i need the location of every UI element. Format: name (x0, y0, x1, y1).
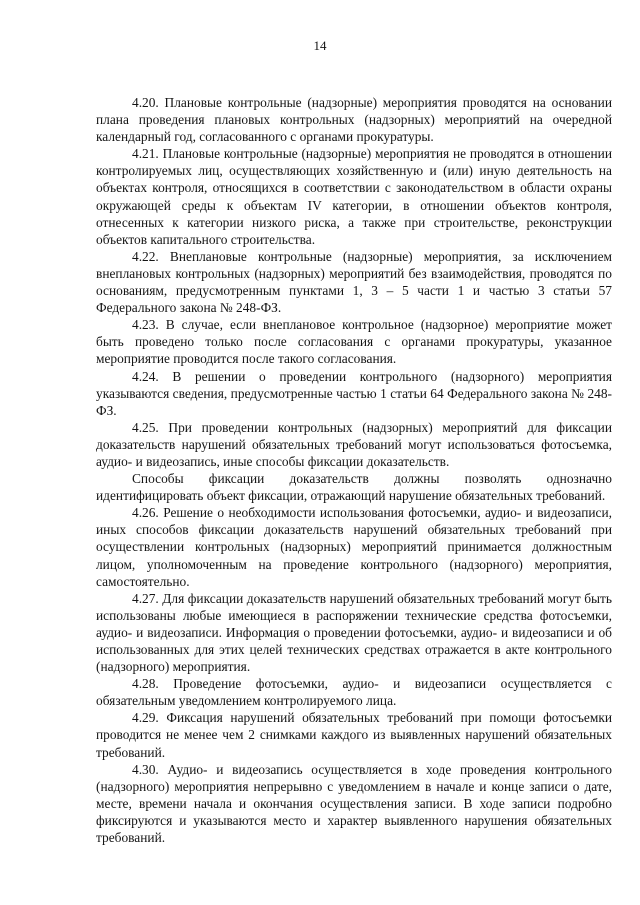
paragraph-4-30: 4.30. Аудио- и видеозапись осуществляется в ходе проведения контрольного (надзорного) мероприятия непрерывно с уведомлением в начале и конце записи о дате, месте, времени начала и окончания осуществления записи. В ходе записи подробно фиксируются и указываются место и характер выявленного нарушения обязательных требований. (96, 761, 612, 846)
paragraph-4-22: 4.22. Внеплановые контрольные (надзорные) мероприятия, за исключением внеплановых контрольных (надзорных) мероприятий без взаимодействия, проводятся по основаниям, предусмотренным пунктами 1, 3 – 5 части 1 и частью 3 статьи 57 Федерального закона № 248-ФЗ. (96, 248, 612, 316)
paragraph-4-21: 4.21. Плановые контрольные (надзорные) мероприятия не проводятся в отношении контролируемых лиц, осуществляющих хозяйственную и (или) иную деятельность на объектах контроля, относящихся в соответствии с законодательством в области охраны окружающей среды к объектам IV категории, в отношении объектов контроля, отнесенных к категории низкого риска, а также при строительстве, реконструкции объектов капитального строительства. (96, 146, 612, 247)
paragraph-4-20: 4.20. Плановые контрольные (надзорные) мероприятия проводятся на основании плана проведения плановых контрольных (надзорных) мероприятий на очередной календарный год, согласованного с органами прокуратуры. (96, 95, 612, 145)
paragraph-4-25-methods: Способы фиксации доказательств должны позволять однозначно идентифицировать объект фиксации, отражающий нарушение обязательных требований. (96, 471, 612, 504)
paragraph-4-26: 4.26. Решение о необходимости использования фотосъемки, аудио- и видеозаписи, иных способов фиксации доказательств нарушений обязательных требований при осуществлении контрольных (надзорных) мероприятий принимается должностным лицом, уполномоченным на проведение контрольного (надзорного) мероприятия, самостоятельно. (96, 505, 612, 589)
document-body (96, 94, 612, 846)
paragraph-4-28: 4.28. Проведение фотосъемки, аудио- и видеозаписи осуществляется с обязательным уведомлением контролируемого лица. (96, 676, 612, 709)
paragraph-4-23: 4.23. В случае, если внеплановое контрольное (надзорное) мероприятие может быть проведено только после согласования с органами прокуратуры, указанное мероприятие проводится после такого согласования. (96, 317, 612, 367)
paragraph-4-25: 4.25. При проведении контрольных (надзорных) мероприятий для фиксации доказательств нарушений обязательных требований могут использоваться фотосъемка, аудио- и видеозапись, иные способы фиксации доказательств. (96, 419, 612, 469)
paragraph-4-29: 4.29. Фиксация нарушений обязательных требований при помощи фотосъемки проводится не менее чем 2 снимками каждого из выявленных нарушений обязательных требований. (96, 710, 612, 760)
paragraph-4-24: 4.24. В решении о проведении контрольного (надзорного) мероприятия указываются сведения, предусмотренные частью 1 статьи 64 Федерального закона № 248-ФЗ. (96, 368, 612, 418)
paragraph-4-27: 4.27. Для фиксации доказательств нарушений обязательных требований могут быть использованы любые имеющиеся в распоряжении технические средства фотосъемки, аудио- и видеозаписи. Информация о проведении фотосъемки, аудио- и видеозаписи и об использованных для этих целей технических средствах отражается в акте контрольного (надзорного) мероприятия. (96, 590, 612, 675)
page-number: 14 (313, 38, 327, 53)
